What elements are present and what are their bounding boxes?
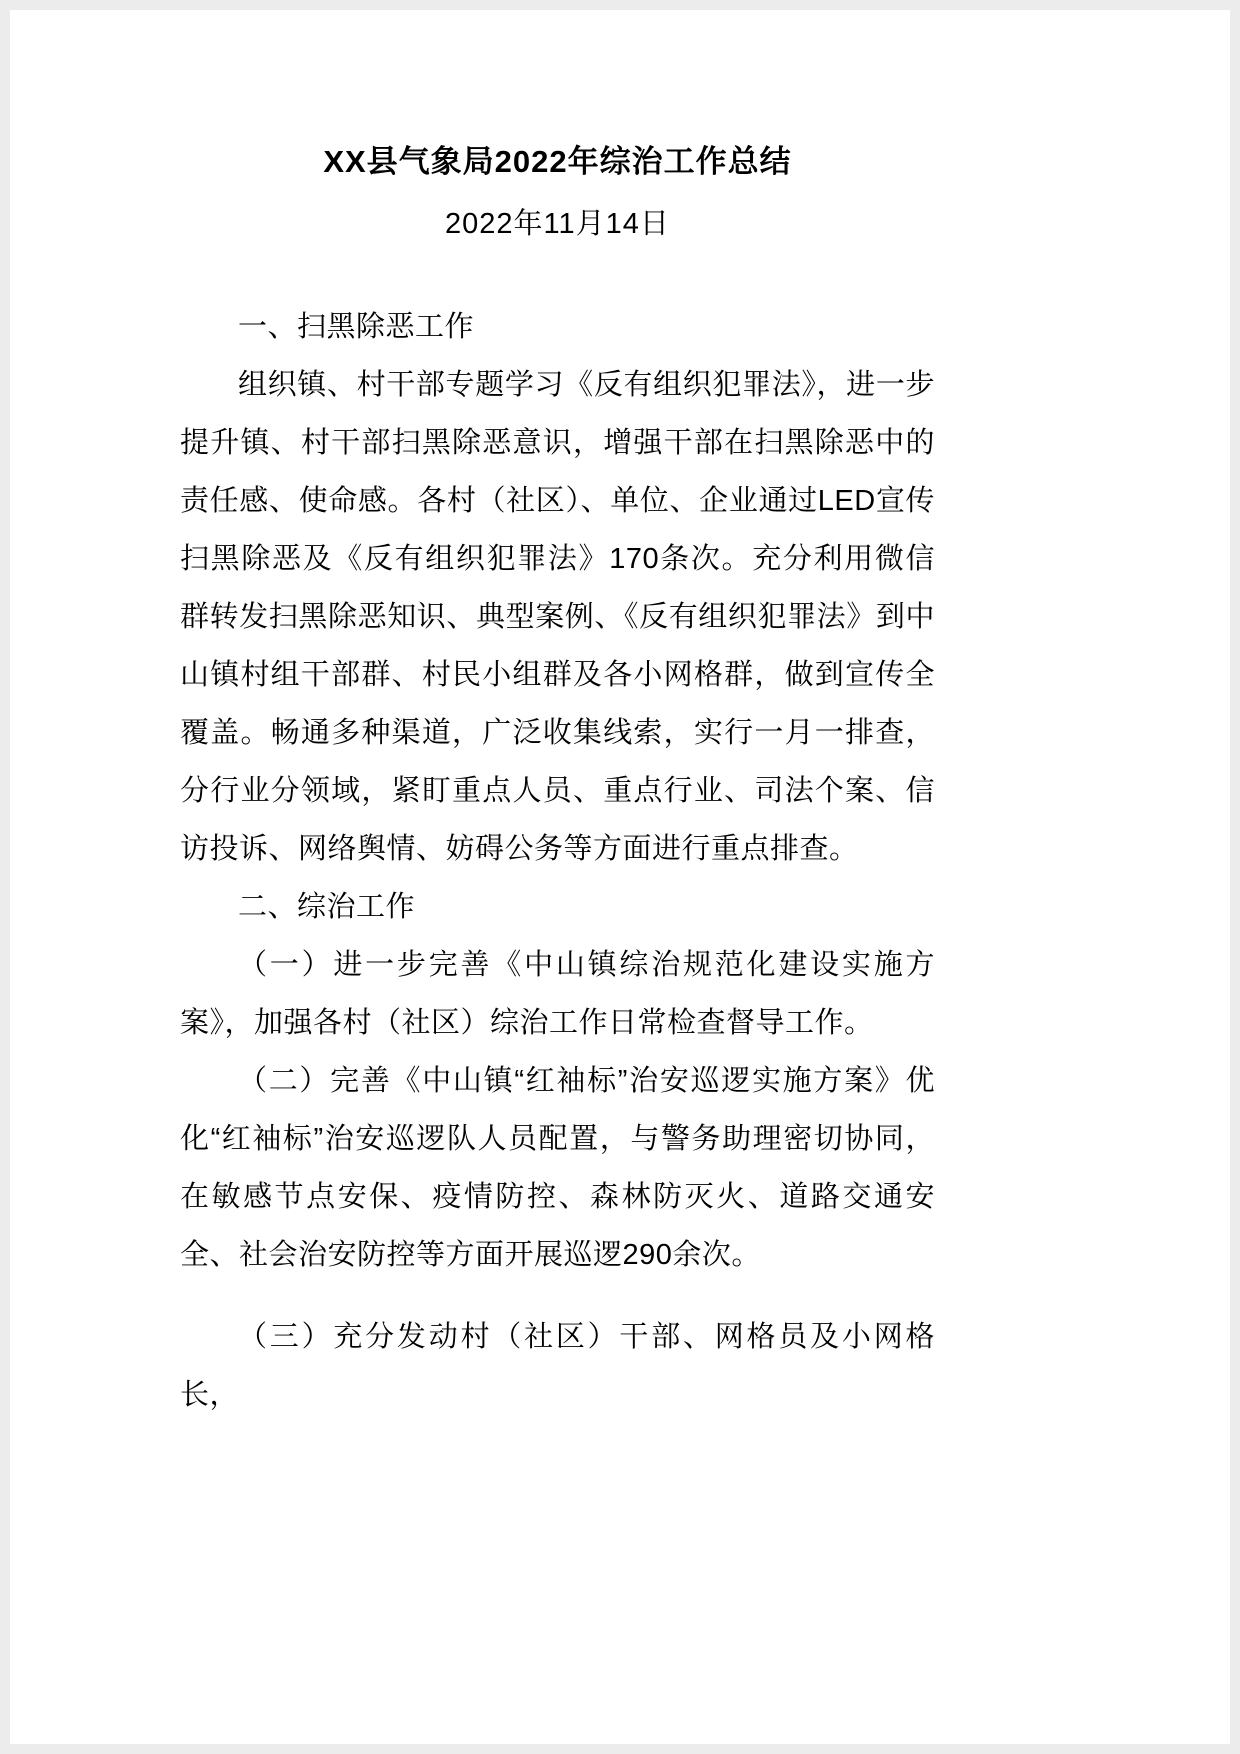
document-body [180,298,935,1424]
paragraph-item-2: （二）完善《中山镇“红袖标”治安巡逻实施方案》优化“红袖标”治安巡逻队人员配置，与警务助理密切协同，在敏感节点安保、疫情防控、森林防灭火、道路交通安全、社会治安防控等方面开展巡逻290余次。 [180,1065,935,1272]
paragraph-item-3: （三）充分发动村（社区）干部、网格员及小网格长， [180,1321,935,1412]
section-heading-2: 二、综治工作 [238,891,416,924]
document-title: XX县气象局2022年综治工作总结 [323,144,792,179]
document-date: 2022年11月14日 [445,208,670,241]
paragraph-section1-body: 组织镇、村干部专题学习《反有组织犯罪法》，进一步提升镇、村干部扫黑除恶意识，增强干部在扫黑除恶中的责任感、使命感。各村（社区）、单位、企业通过LED宣传扫黑除恶及《反有组织犯罪法》170条次。充分利用微信群转发扫黑除恶知识、典型案例、《反有组织犯罪法》到中山镇村组干部群、村民小组群及各小网格群，做到宣传全覆盖。畅通多种渠道，广泛收集线索，实行一月一排查，分行业分领域，紧盯重点人员、重点行业、司法个案、信访投诉、网络舆情、妨碍公务等方面进行重点排查。 [180,369,935,866]
section-heading-1: 一、扫黑除恶工作 [238,311,475,344]
paragraph-item-1: （一）进一步完善《中山镇综治规范化建设实施方案》，加强各村（社区）综治工作日常检查督导工作。 [180,949,935,1040]
document-page [10,10,1230,1744]
